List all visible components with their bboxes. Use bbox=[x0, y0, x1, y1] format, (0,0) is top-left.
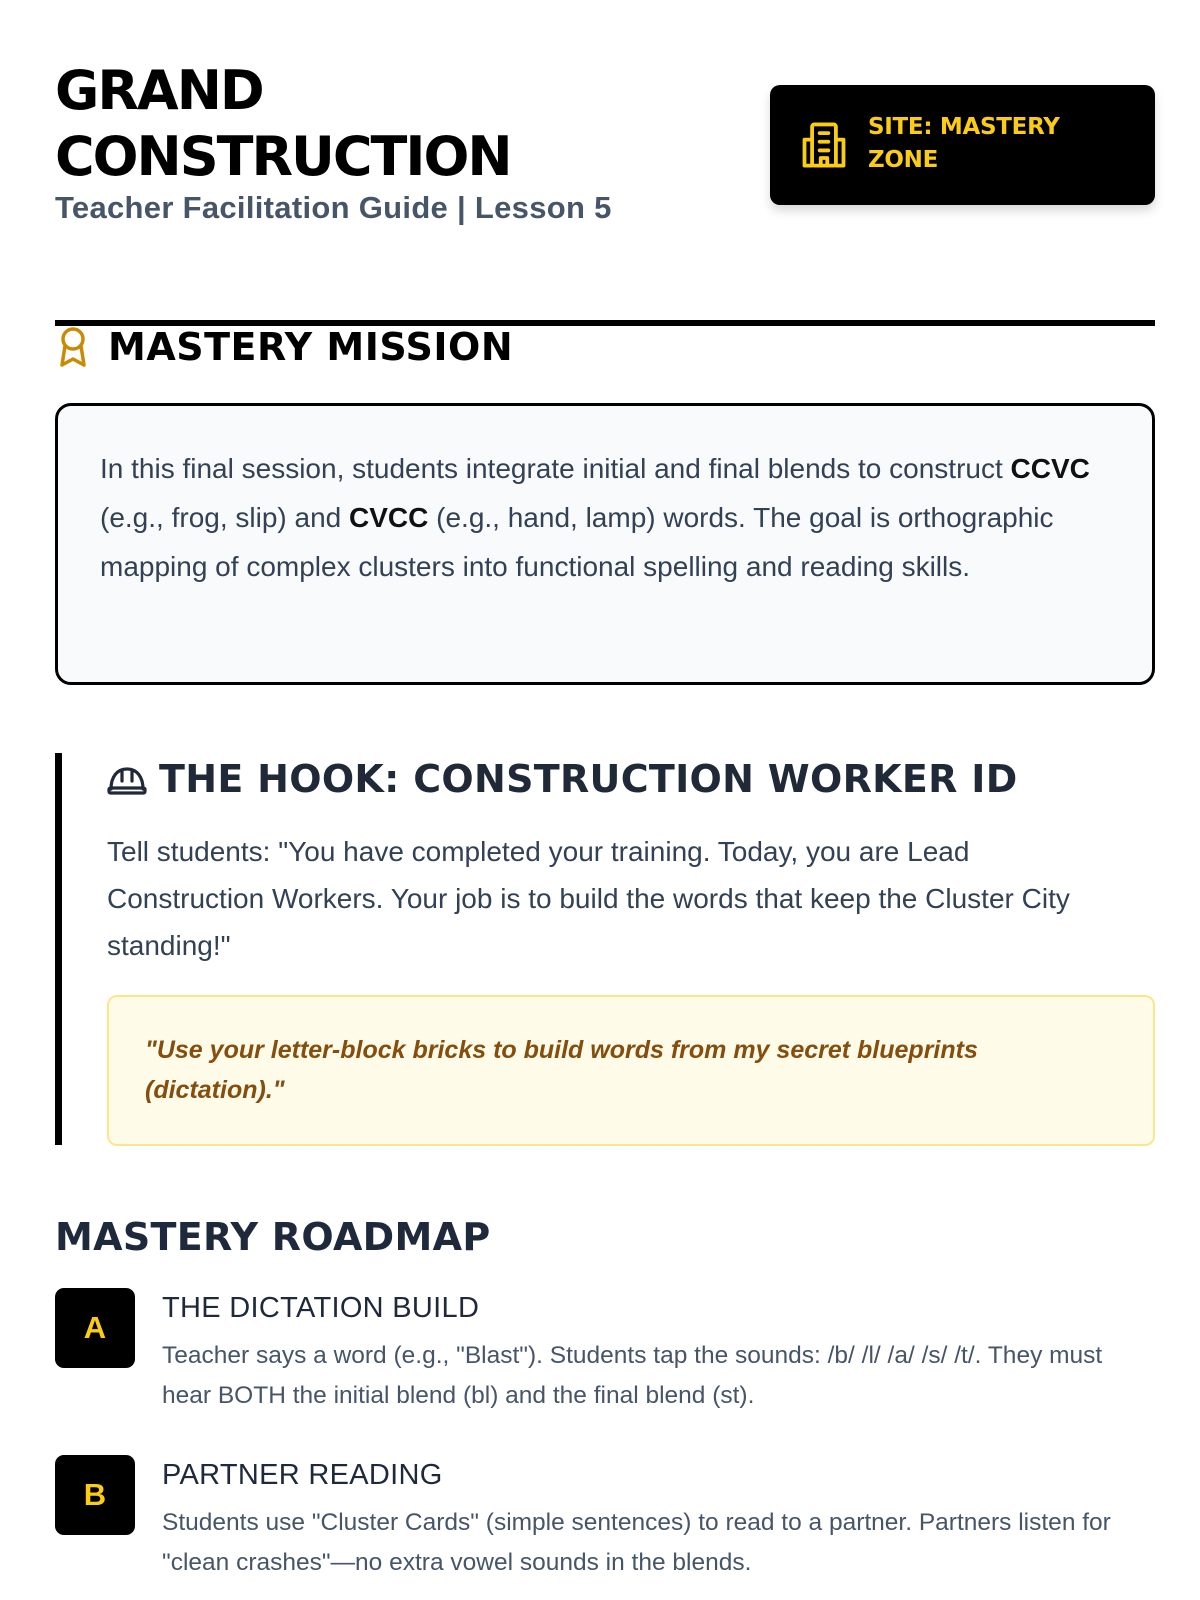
title-line-1: GRAND bbox=[55, 59, 263, 122]
step-description: Teacher says a word (e.g., "Blast"). Students tap the sounds: /b/ /l/ /a/ /s/ /t/. They must hear BOTH the initial blend (bl) and the final blend (st). bbox=[162, 1342, 1103, 1409]
site-badge-line-2: ZONE bbox=[868, 147, 938, 173]
mission-heading-row bbox=[55, 322, 513, 372]
title-line-2: CONSTRUCTION bbox=[55, 125, 511, 188]
hook-heading: THE HOOK: CONSTRUCTION WORKER ID bbox=[159, 757, 1018, 801]
site-badge-label bbox=[868, 111, 1118, 177]
site-badge-line-1: SITE: MASTERY bbox=[868, 114, 1060, 140]
mission-box bbox=[55, 403, 1155, 685]
building-icon bbox=[798, 119, 850, 171]
page-subtitle: Teacher Facilitation Guide | Lesson 5 bbox=[55, 190, 612, 225]
hook-text: Tell students: "You have completed your training. Today, you are Lead Construction Workers. Your job is to build the words that keep the Cluster City standing!" bbox=[107, 836, 1070, 961]
hard-hat-icon bbox=[107, 762, 147, 796]
step-title: PARTNER READING bbox=[162, 1459, 443, 1491]
hook-quote: "Use your letter-block bricks to build words from my secret blueprints (dictation)." bbox=[145, 1036, 978, 1104]
lesson-page bbox=[55, 0, 1155, 1600]
step-description: Students use "Cluster Cards" (simple sentences) to read to a partner. Partners listen for "clean crashes"—no extra vowel sounds in the blends. bbox=[162, 1509, 1111, 1576]
site-badge bbox=[770, 85, 1155, 205]
mission-text: In this final session, students integrate initial and final blends to construct CCVC (e.g., frog, slip) and CVCC (e.g., hand, lamp) words. The goal is orthographic mapping of complex clusters into functional spelling and reading skills. bbox=[100, 453, 1090, 582]
hook-heading-row bbox=[107, 753, 1018, 805]
step-letter-badge: A bbox=[55, 1288, 135, 1368]
roadmap-heading: MASTERY ROADMAP bbox=[55, 1215, 491, 1259]
step-title: THE DICTATION BUILD bbox=[162, 1292, 480, 1324]
award-ribbon-icon bbox=[55, 326, 91, 368]
hook-quote-box bbox=[107, 995, 1155, 1146]
ccvc-term: CCVC bbox=[1010, 453, 1090, 484]
cvcc-term: CVCC bbox=[349, 502, 429, 533]
page-header bbox=[55, 58, 1155, 268]
hook-section bbox=[55, 753, 1155, 1145]
step-letter-badge: B bbox=[55, 1455, 135, 1535]
page-title bbox=[55, 58, 735, 190]
mission-heading: MASTERY MISSION bbox=[108, 325, 514, 369]
